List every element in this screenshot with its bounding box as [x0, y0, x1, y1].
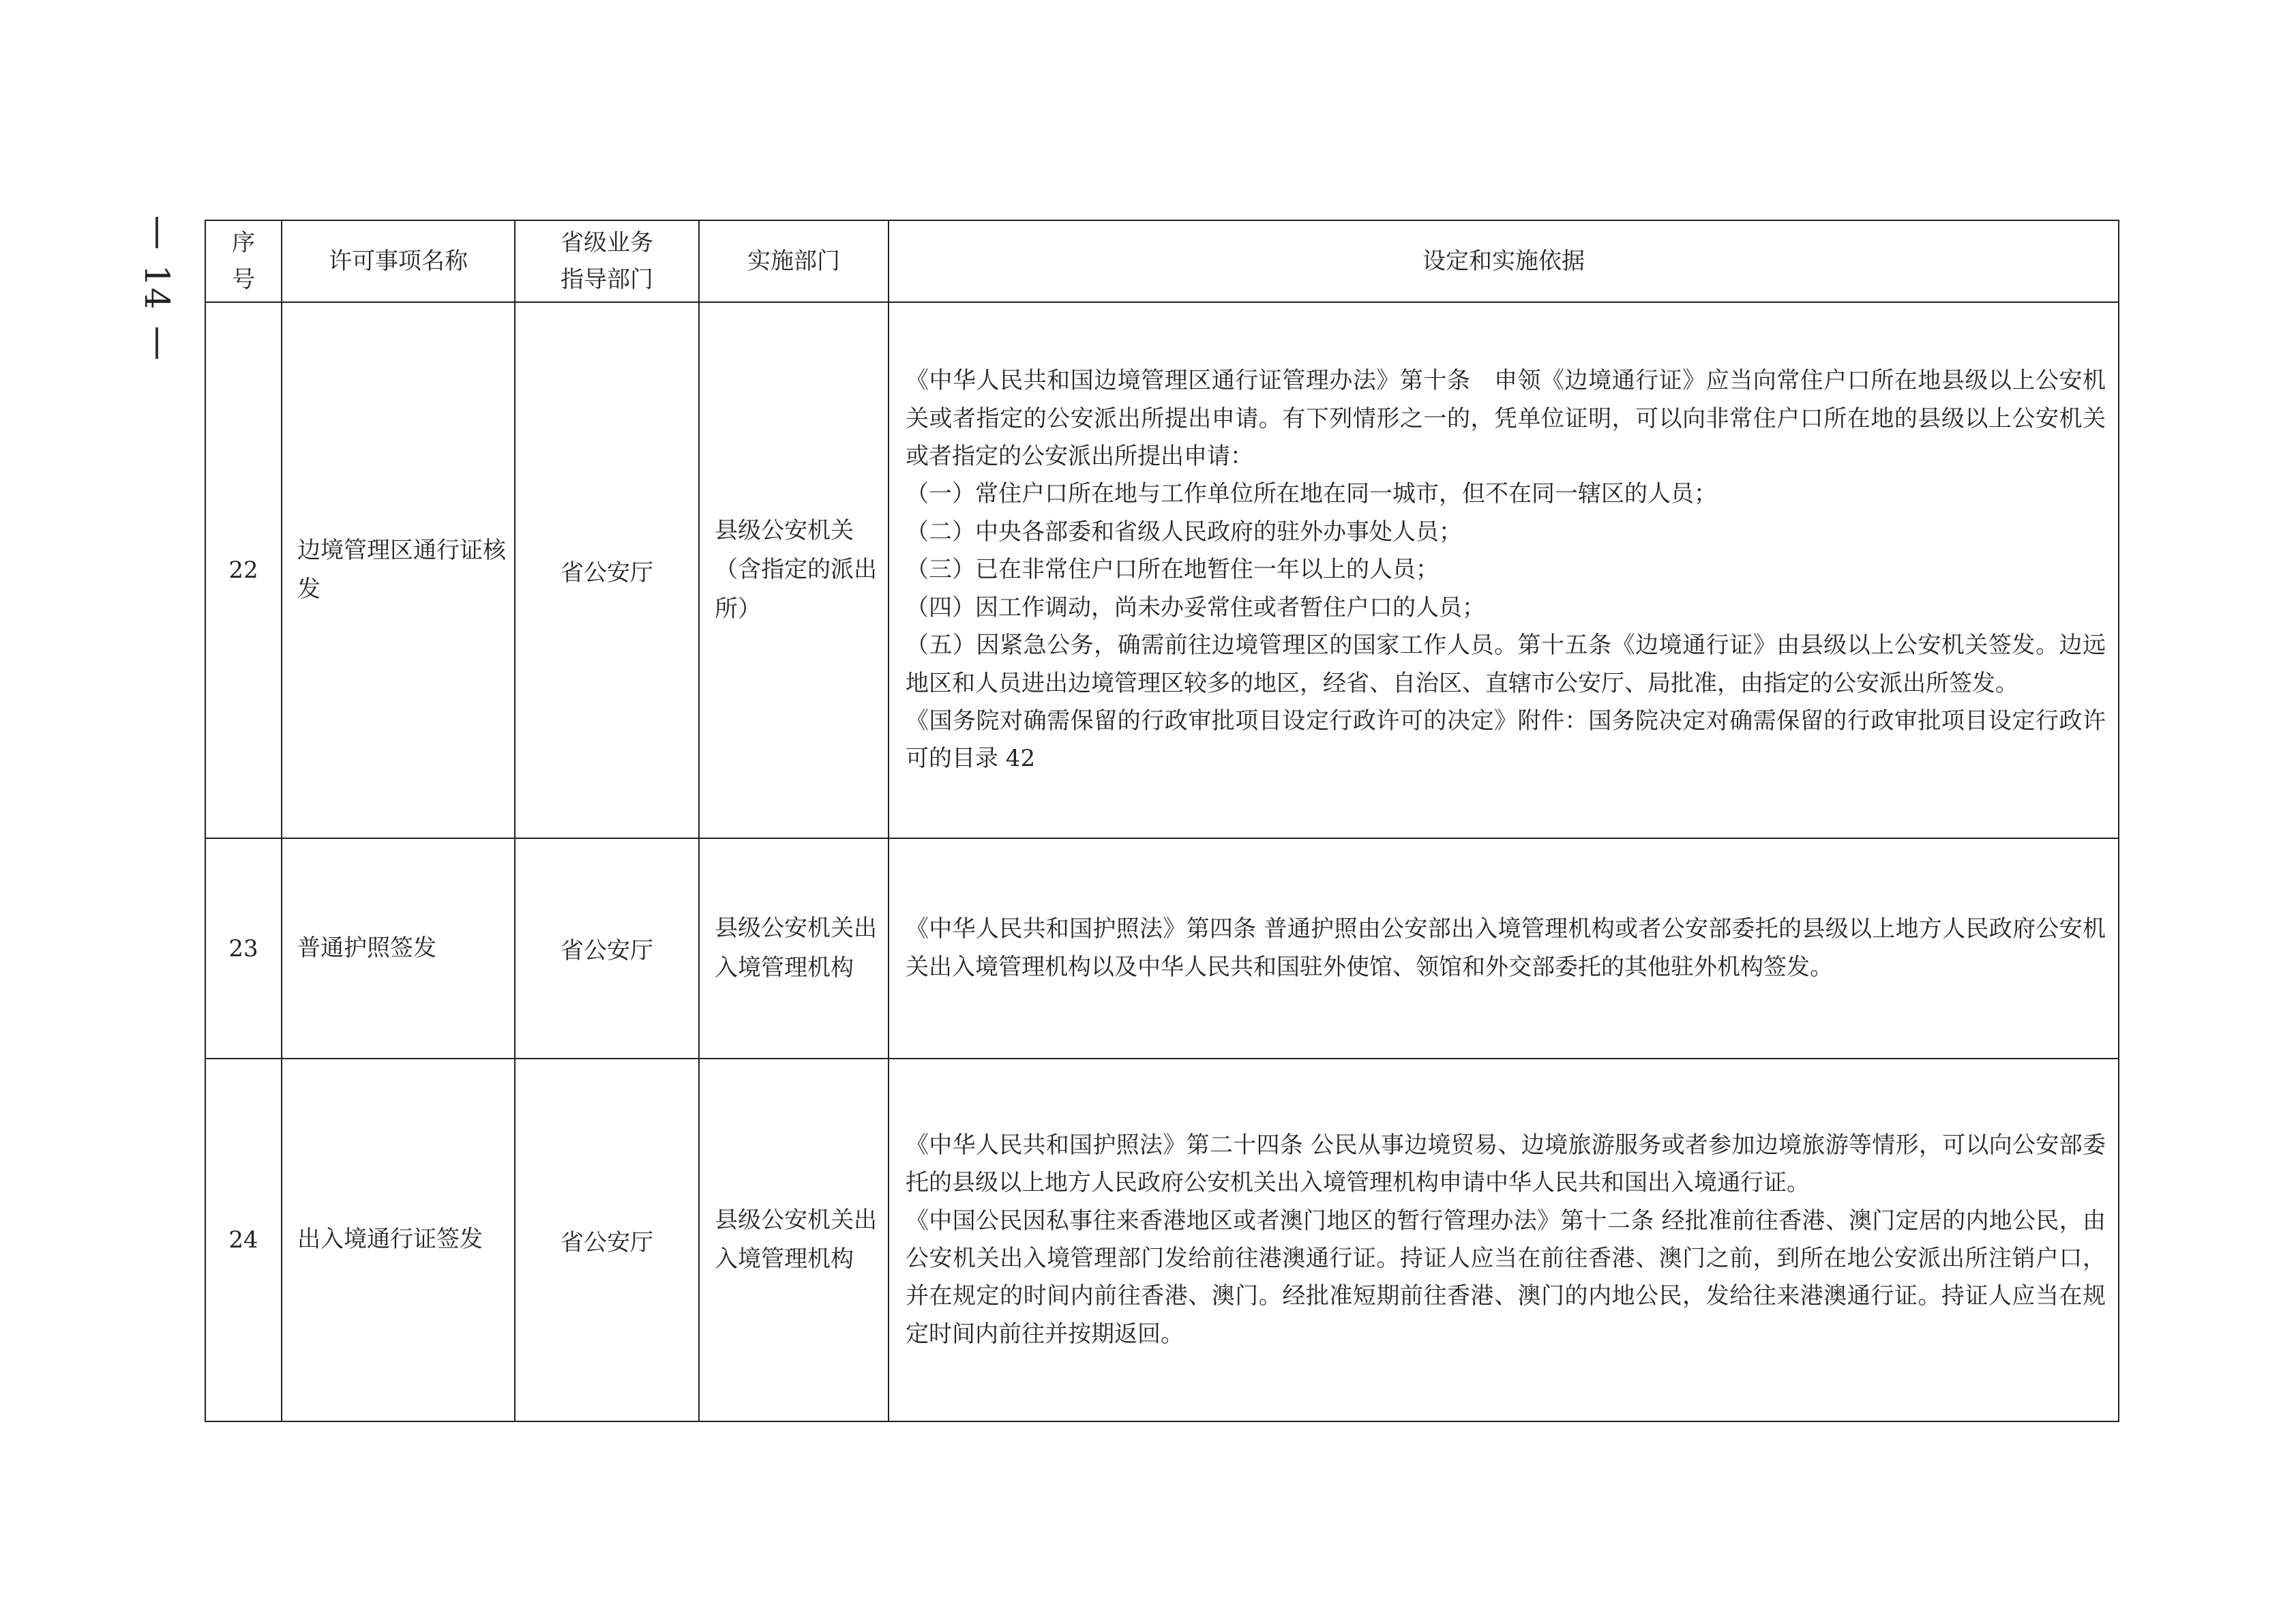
header-impl-dept: 实施部门 [699, 220, 889, 302]
basis-paragraph: 《中华人民共和国护照法》第二十四条 公民从事边境贸易、边境旅游服务或者参加边境旅游等情形，可以向公安部委托的县级以上地方人民政府公安机关出入境管理机构申请中华人民共和国出入境通行证。 [906, 1131, 2106, 1197]
page-number-dash-bottom [155, 327, 158, 359]
row-impl-dept: 县级公安机关（含指定的派出所） [699, 302, 889, 838]
header-name: 许可事项名称 [282, 220, 515, 302]
row-name: 出入境通行证签发 [282, 1059, 515, 1421]
page-number [136, 217, 177, 359]
table-row [205, 1059, 2119, 1421]
header-provincial-dept-line1: 省级业务 [561, 228, 653, 256]
row-provincial-dept: 省公安厅 [515, 838, 699, 1059]
row-seq: 23 [205, 838, 282, 1059]
header-provincial-dept-line2: 指导部门 [561, 266, 653, 293]
header-seq [205, 220, 282, 302]
table-row [205, 838, 2119, 1059]
table-header-row [205, 220, 2119, 302]
basis-paragraph: （一）常住户口所在地与工作单位所在地在同一城市，但不在同一辖区的人员； [906, 480, 1717, 508]
row-name: 边境管理区通行证核发 [282, 302, 515, 838]
basis-paragraph: （三）已在非常住户口所在地暂住一年以上的人员； [906, 556, 1439, 584]
row-seq: 22 [205, 302, 282, 838]
row-basis [889, 838, 2119, 1059]
row-impl-dept: 县级公安机关出入境管理机构 [699, 1059, 889, 1421]
row-basis [889, 1059, 2119, 1421]
table-row [205, 302, 2119, 838]
header-provincial-dept [515, 220, 699, 302]
page-number-dash-top [155, 217, 158, 248]
row-seq: 24 [205, 1059, 282, 1421]
row-impl-dept: 县级公安机关出入境管理机构 [699, 838, 889, 1059]
permit-table [205, 220, 2119, 1422]
row-name: 普通护照签发 [282, 838, 515, 1059]
header-seq-line1: 序 [232, 228, 255, 256]
basis-paragraph: （四）因工作调动，尚未办妥常住或者暂住户口的人员； [906, 593, 1485, 621]
basis-paragraph: （五）因紧急公务，确需前往边境管理区的国家工作人员。第十五条《边境通行证》由县级以上公安机关签发。边远地区和人员进出边境管理区较多的地区，经省、自治区、直辖市公安厅、局批准，由指定的公安派出所签发。 [906, 632, 2106, 697]
page-number-text: 14 [137, 265, 177, 311]
basis-paragraph: 《中华人民共和国边境管理区通行证管理办法》第十条 申领《边境通行证》应当向常住户口所在地县级以上公安机关或者指定的公安派出所提出申请。有下列情形之一的，凭单位证明，可以向非常住户口所在地的县级以上公安机关或者指定的公安派出所提出申请： [906, 367, 2106, 471]
basis-paragraph: 《国务院对确需保留的行政审批项目设定行政许可的决定》附件：国务院决定对确需保留的行政审批项目设定行政许可的目录 42 [906, 707, 2106, 773]
row-basis [889, 302, 2119, 838]
basis-paragraph: 《中华人民共和国护照法》第四条 普通护照由公安部出入境管理机构或者公安部委托的县级以上地方人民政府公安机关出入境管理机构以及中华人民共和国驻外使馆、领馆和外交部委托的其他驻外机构签发。 [906, 915, 2106, 981]
basis-paragraph: 《中国公民因私事往来香港地区或者澳门地区的暂行管理办法》第十二条 经批准前往香港、澳门定居的内地公民，由公安机关出入境管理部门发给前往港澳通行证。持证人应当在前往香港、澳门之前，到所在地公安派出所注销户口，并在规定的时间内前往香港、澳门。经批准短期前往香港、澳门的内地公民，发给往来港澳通行证。持证人应当在规定时间内前往并按期返回。 [906, 1207, 2106, 1348]
row-provincial-dept: 省公安厅 [515, 1059, 699, 1421]
basis-paragraph: （二）中央各部委和省级人民政府的驻外办事处人员； [906, 518, 1462, 546]
header-seq-line2: 号 [232, 266, 255, 293]
row-provincial-dept: 省公安厅 [515, 302, 699, 838]
header-basis: 设定和实施依据 [889, 220, 2119, 302]
